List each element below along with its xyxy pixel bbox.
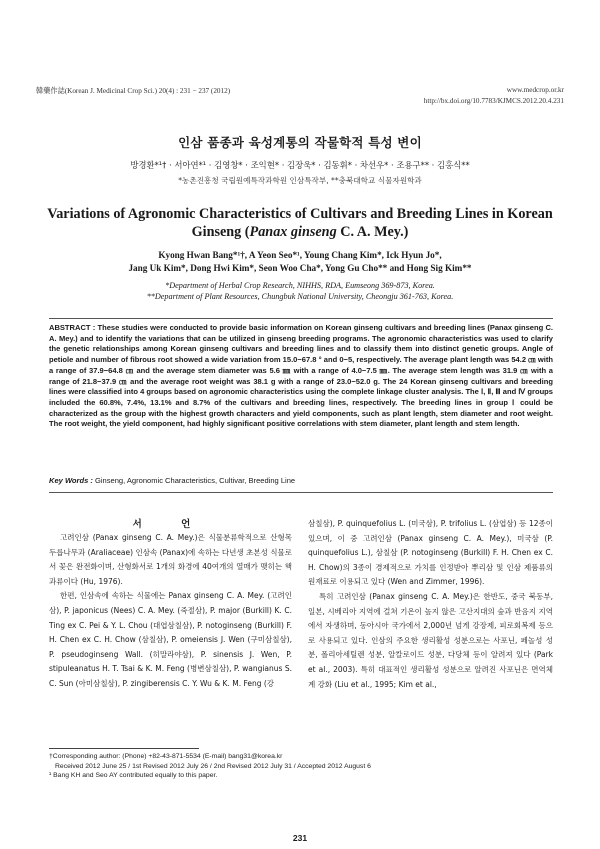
abstract — [49, 323, 553, 430]
footnote-rule — [49, 748, 199, 749]
title-text-post: C. A. Mey.) — [336, 224, 409, 240]
abstract-label: ABSTRACT : — [49, 323, 96, 332]
footnote-corresponding: †Corresponding author: (Phone) +82-43-871-5534 (E-mail) bang31@korea.kr — [49, 753, 283, 760]
abstract-text: These studies were conducted to provide basic information on Korean ginseng cultivars and breeding lines (Panax ginseng C. A. Mey.) and to identify the variations that can be utilized in ginseng breeding programs. The agronomic characteristics was used to clarify the genetic relationships among Korean ginseng cultivars and breeding lines and to classify them into distinct genetic groups. Angle of petiole and number of fibrous root showed a wide variation from 15.0−67.8 ° and 0−5, respectively. The average plant length was 54.2 ㎝ with a range of 37.9−64.8 ㎝ and the average stem diameter was 5.6 ㎜ with a range of 4.0−7.5 ㎜. The average stem length was 31.9 ㎝ with a range of 21.8−37.9 ㎝ and the average root weight was 38.1 g with a range of 23.0−52.0 g. The 24 Korean ginseng cultivars and breeding lines were classified into 4 groups based on agronomic characteristics using the complete linkage cluster analysis. The Ⅰ, Ⅱ, Ⅲ and Ⅳ groups included the 60.8%, 7.4%, 13.1% and 8.7% of the cultivars and breeding lines, respectively. The breeding lines in group Ⅰ could be characterized as the group with the highest growth characters and yield components, such as plant length, stem diameter and root weight. The root weight, the yield component, had highly significant positive correlations with stem diameter, plant length and stem length. — [49, 323, 553, 429]
english-title — [40, 205, 560, 241]
korean-affiliation: *농촌진흥청 국립원예특작과학원 인삼특작부, **충북대학교 식물자원학과 — [178, 176, 422, 185]
korean-title: 인삼 품종과 육성계통의 작물학적 특성 변이 — [178, 135, 422, 150]
korean-authors: 방경환*¹† · 서아연*¹ · 김영창* · 조익현* · 김장욱* · 김동휘* · 차선우* · 조용구** · 김홍식** — [130, 160, 470, 170]
left-column — [49, 531, 292, 692]
journal-url[interactable]: www.medcrop.or.kr — [506, 86, 564, 94]
english-title-line2 — [40, 223, 560, 241]
footnotes — [49, 752, 553, 781]
right-column — [308, 517, 553, 692]
section-title-introduction: 서 언 — [132, 519, 209, 530]
title-species-italic: Panax ginseng — [249, 224, 337, 240]
keywords — [49, 476, 553, 485]
keywords-label: Key Words : — [49, 476, 93, 485]
english-affiliation-2: **Department of Plant Resources, Chungbuk National University, Cheongju 361-763, Korea. — [146, 292, 454, 301]
right-paragraph-1: 삼칠삼), P. quinquefolius L. (미국삼), P. trifolius L. (삼엽삼) 등 12종이 있으며, 이 중 고려인삼 (Panax ginseng C. A. Mey.), 미국삼 (P. quinquefolius L.), 삼칠삼 (P. notoginseng (Burkill) F. H. Chen ex C. H. Chow)의 3종이 경제적으로 가치를 인정받아 뿌리삼 및 인삼 제품류의 원재료로 이용되고 있다 (Wen and Zimmer, 1996). — [308, 519, 553, 587]
english-authors — [40, 249, 560, 275]
footnote-contribution: ¹ Bang KH and Seo AY contributed equally to this paper. — [49, 772, 218, 779]
article-doi[interactable]: http://bx.doi.org/10.7783/KJMCS.2012.20.4.231 — [423, 97, 564, 105]
english-authors-line1: Kyong Hwan Bang*¹†, A Yeon Seo*¹, Young Chang Kim*, Ick Hyun Jo*, — [158, 250, 442, 260]
left-paragraph-1: 고려인삼 (Panax ginseng C. A. Mey.)은 식물분류학적으로 산형목 두릅나무과 (Araliaceae) 인삼속 (Panax)에 속하는 다년생 초본성 식물로서 꽃은 완전화이며, 산형화서로 1개의 화경에 40여개의 열매가 맺히는 핵과류이다 (Hu, 1976). — [49, 533, 292, 586]
english-affiliation-1: *Department of Herbal Crop Research, NIHHS, RDA, Eumseong 369-873, Korea. — [165, 281, 435, 290]
footnote-received: Received 2012 June 25 / 1st Revised 2012 July 26 / 2nd Revised 2012 July 31 / Accepted 2012 August 6 — [55, 762, 371, 770]
keywords-text: Ginseng, Agronomic Characteristics, Cultivar, Breeding Line — [92, 476, 296, 485]
title-text-pre: Ginseng ( — [191, 224, 250, 240]
english-title-line1: Variations of Agronomic Characteristics of Cultivars and Breeding Lines in Korean — [47, 206, 553, 222]
right-paragraph-2: 특히 고려인삼 (Panax ginseng C. A. Mey.)은 한반도, 중국 북동부, 일본, 시베리아 지역에 걸쳐 기온이 높지 않은 고산지대의 숲과 반음지 지역에서 자생하며, 동아시아 국가에서 2,000년 넘게 강장제, 피로회복제 등으로 사용되고 있다. 인삼의 주요한 생리활성 성분으로는 사포닌, 페놀성 성분, 폴리아세틸렌 성분, 알칼로이드 성분, 다당체 등이 알려져 있다 (Park et al., 2003). 특히 대표적인 생리활성 성분으로 알려진 사포닌은 면역체계 강화 (Liu et al., 1995; Kim et al., — [308, 591, 553, 689]
journal-citation: 韓藥作誌(Korean J. Medicinal Crop Sci.) 20(4) : 231 − 237 (2012) — [36, 87, 231, 95]
english-authors-line2: Jang Uk Kim*, Dong Hwi Kim*, Seon Woo Cha*, Yong Gu Cho** and Hong Sig Kim** — [128, 263, 472, 273]
abstract-bottom-rule — [49, 492, 553, 493]
journal-links — [424, 85, 564, 107]
abstract-top-rule — [49, 318, 553, 319]
english-affiliations — [40, 280, 560, 302]
left-paragraph-2: 한편, 인삼속에 속하는 식물에는 Panax ginseng C. A. Mey. (고려인삼), P. japonicus (Nees) C. A. Mey. (죽절삼), P. major (Burkill) K. C. Ting ex C. Pei & Y. L. Chou (대엽삼칠삼), P. notoginseng (Burkill) F. H. Chen ex C. H. Chow (삼칠삼), P. omeiensis J. Wen (구미삼칠삼), P. pseudoginseng Wall. (히말라야삼), P. sinensis J. Wen, P. stipuleanatus H. T. Tsai & K. M. Feng (병변삼칠삼), P. wangianus S. C. Sun (아미삼칠삼), P. zingiberensis C. Y. Wu & K. M. Feng (강 — [49, 591, 292, 688]
page-number: 231 — [292, 833, 308, 843]
